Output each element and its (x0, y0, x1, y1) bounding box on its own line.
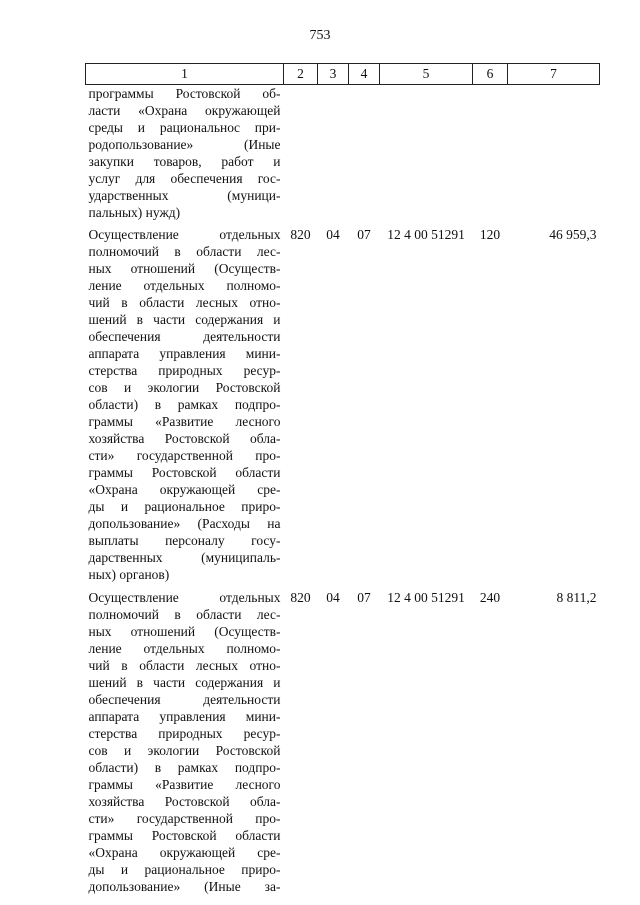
cell-ministry-code: 820 (290, 227, 311, 242)
description-line: закупки товаров, работ и (88, 154, 281, 169)
description-line: ды и рациональное приро- (88, 862, 281, 877)
description-line: шений в части содержания и (88, 312, 281, 327)
description-line: полномочий в области лес- (88, 244, 281, 259)
table-header-row (86, 64, 600, 85)
cell-ministry-code: 820 (290, 590, 311, 605)
description-line: программы Ростовской об- (88, 86, 281, 101)
description-line: обеспечения деятельности (88, 692, 281, 707)
description-line: допользование» (Расходы на (88, 516, 281, 531)
description-line: сов и экологии Ростовской (88, 743, 281, 758)
row-description (86, 221, 284, 583)
description-line: чий в области лесных отно- (88, 658, 281, 673)
description-line: ных отношений (Осуществ- (88, 261, 281, 276)
description-line: области) в рамках подпро- (88, 760, 281, 775)
description-line: дарственных (муниципаль- (88, 550, 281, 565)
description-line: стерства природных ресур- (88, 363, 281, 378)
row-description (86, 583, 284, 895)
description-line: аппарата управления мини- (88, 709, 281, 724)
description-line: сов и экологии Ростовской (88, 380, 281, 395)
description-line: родопользование» (Иные (88, 137, 281, 152)
table-row (86, 221, 600, 583)
description-line: пальных) нужд) (88, 205, 181, 220)
table-row (86, 583, 600, 895)
cell-subsection: 07 (357, 227, 371, 242)
cell-expense-type: 240 (479, 590, 501, 605)
description-line: граммы «Развитие лесного (88, 777, 281, 792)
description-line: сти» государственной про- (88, 448, 281, 463)
description-line: аппарата управления мини- (88, 346, 281, 361)
cell-amount: 8 811,2 (556, 590, 597, 605)
column-header-7: 7 (508, 64, 600, 85)
description-line: ных) органов) (88, 567, 170, 582)
description-line: граммы «Развитие лесного (88, 414, 281, 429)
description-line: «Охрана окружающей сре- (88, 482, 281, 497)
description-line: области) в рамках подпро- (88, 397, 281, 412)
description-line: ных отношений (Осуществ- (88, 624, 281, 639)
description-line: граммы Ростовской области (88, 828, 281, 843)
description-line: ды и рациональное приро- (88, 499, 281, 514)
column-header-4: 4 (349, 64, 380, 85)
description-line: шений в части содержания и (88, 675, 281, 690)
budget-table (85, 63, 600, 895)
description-line: обеспечения деятельности (88, 329, 281, 344)
description-line: ление отдельных полномо- (88, 278, 281, 293)
description-line: Осуществление отдельных (88, 227, 281, 242)
description-line: чий в области лесных отно- (88, 295, 281, 310)
cell-section: 04 (326, 227, 340, 242)
description-line: допользование» (Иные за- (88, 879, 281, 894)
cell-expense-type: 120 (479, 227, 501, 242)
cell-subsection: 07 (357, 590, 371, 605)
page-number: 753 (309, 28, 331, 43)
description-line: выплаты персоналу госу- (88, 533, 281, 548)
column-header-6: 6 (473, 64, 508, 85)
description-line: ударственных (муници- (88, 188, 281, 203)
description-line: сти» государственной про- (88, 811, 281, 826)
description-line: «Охрана окружающей сре- (88, 845, 281, 860)
description-line: хозяйства Ростовской обла- (88, 431, 281, 446)
description-line: услуг для обеспечения гос- (88, 171, 281, 186)
column-header-5: 5 (380, 64, 473, 85)
column-header-3: 3 (318, 64, 349, 85)
description-line: Осуществление отдельных (88, 590, 281, 605)
description-line: ласти «Охрана окружающей (88, 103, 281, 118)
table-row-continuation (86, 85, 600, 222)
continuation-description (86, 85, 284, 222)
cell-amount: 46 959,3 (549, 227, 597, 242)
description-line: ление отдельных полномо- (88, 641, 281, 656)
cell-target-article: 12 4 00 51291 (387, 590, 465, 605)
cell-target-article: 12 4 00 51291 (387, 227, 465, 242)
column-header-2: 2 (284, 64, 318, 85)
description-line: среды и рациональноc при- (88, 120, 281, 135)
column-header-1: 1 (86, 64, 284, 85)
description-line: полномочий в области лес- (88, 607, 281, 622)
description-line: граммы Ростовской области (88, 465, 281, 480)
description-line: хозяйства Ростовской обла- (88, 794, 281, 809)
description-line: стерства природных ресур- (88, 726, 281, 741)
cell-section: 04 (326, 590, 340, 605)
